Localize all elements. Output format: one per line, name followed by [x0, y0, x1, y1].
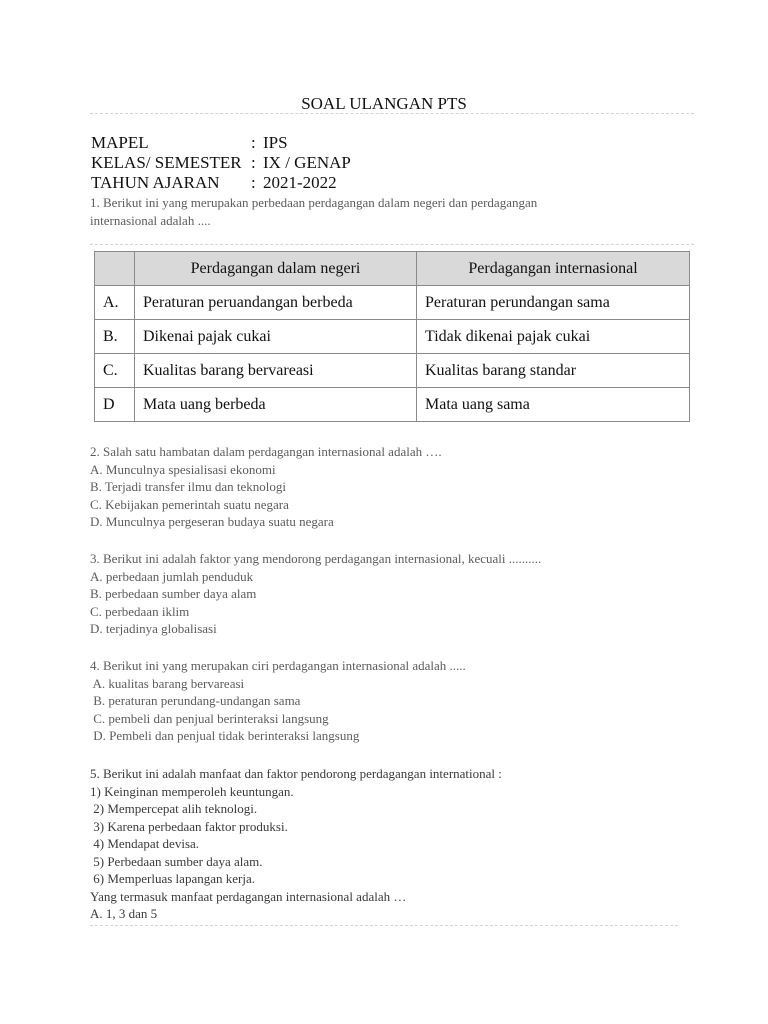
table-cell: A. — [95, 286, 135, 320]
table-cell: B. — [95, 320, 135, 354]
table-cell: Peraturan perundangan sama — [417, 286, 690, 320]
table-cell: C. — [95, 354, 135, 388]
table-row — [95, 286, 690, 320]
table-cell: Peraturan peruandangan berbeda — [135, 286, 417, 320]
question-1 — [90, 194, 537, 229]
list-item: 2) Mempercepat alih teknologi. — [90, 801, 258, 816]
table-cell: Mata uang berbeda — [135, 388, 417, 422]
answer-option: C. perbedaan iklim — [90, 603, 190, 619]
question-text: 1. Berikut ini yang merupakan perbedaan perdagangan dalam negeri dan perdagangan — [90, 195, 538, 210]
table-row — [95, 388, 690, 422]
question-2 — [90, 443, 442, 531]
table-cell: Kualitas barang bervareasi — [135, 354, 417, 388]
question-text: internasional adalah .... — [90, 212, 211, 228]
meta-separator: : — [251, 133, 256, 152]
answer-option: B. peraturan perundang-undangan sama — [90, 693, 301, 708]
list-item: 4) Mendapat devisa. — [90, 836, 200, 851]
table-cell: D — [95, 388, 135, 422]
meta-key: MAPEL — [91, 133, 149, 152]
meta-value: IX / GENAP — [263, 153, 351, 172]
question-text: 5. Berikut ini adalah manfaat dan faktor pendorong perdagangan international : — [90, 766, 502, 781]
answer-option: A. 1, 3 dan 5 — [90, 906, 158, 921]
answer-option: D. Pembeli dan penjual tidak berinteraksi langsung — [90, 728, 360, 743]
question-text: 4. Berikut ini yang merupakan ciri perdagangan internasional adalah ..... — [90, 658, 466, 673]
meta-row-class — [91, 153, 351, 173]
document-title: SOAL ULANGAN PTS — [301, 94, 467, 113]
question-text: Yang termasuk manfaat perdagangan internasional adalah … — [90, 888, 407, 904]
table-header-cell — [95, 252, 135, 286]
table-header-cell: Perdagangan internasional — [417, 252, 690, 286]
list-item: 1) Keinginan memperoleh keuntungan. — [90, 783, 294, 799]
question-3 — [90, 550, 541, 638]
document-header-info — [91, 133, 351, 193]
meta-key: TAHUN AJARAN — [91, 173, 220, 192]
meta-separator: : — [251, 153, 256, 172]
divider — [90, 113, 694, 114]
table-cell: Dikenai pajak cukai — [135, 320, 417, 354]
list-item: 5) Perbedaan sumber daya alam. — [90, 853, 263, 869]
answer-option: C. pembeli dan penjual berinteraksi langsung — [90, 710, 329, 726]
meta-value: 2021-2022 — [263, 173, 337, 192]
meta-key: KELAS/ SEMESTER — [91, 153, 242, 172]
answer-option: B. perbedaan sumber daya alam — [90, 586, 257, 601]
meta-value: IPS — [263, 133, 288, 152]
answer-option: C. Kebijakan pemerintah suatu negara — [90, 496, 289, 512]
table-cell: Tidak dikenai pajak cukai — [417, 320, 690, 354]
answer-option: B. Terjadi transfer ilmu dan teknologi — [90, 479, 286, 494]
comparison-table — [94, 251, 690, 422]
divider — [90, 244, 694, 245]
list-item: 3) Karena perbedaan faktor produksi. — [90, 818, 288, 834]
question-5 — [90, 765, 502, 923]
list-item: 6) Memperluas lapangan kerja. — [90, 871, 255, 886]
question-text: 3. Berikut ini adalah faktor yang mendorong perdagangan internasional, kecuali .......... — [90, 551, 542, 566]
meta-row-subject — [91, 133, 351, 153]
table-header-row — [95, 252, 690, 286]
answer-option: A. kualitas barang bervareasi — [90, 675, 245, 691]
answer-option: A. Munculnya spesialisasi ekonomi — [90, 461, 276, 477]
meta-row-year — [91, 173, 351, 193]
table-row — [95, 320, 690, 354]
table-cell: Mata uang sama — [417, 388, 690, 422]
answer-option: D. terjadinya globalisasi — [90, 621, 217, 636]
table-header-cell: Perdagangan dalam negeri — [135, 252, 417, 286]
divider — [90, 925, 678, 926]
table-cell: Kualitas barang standar — [417, 354, 690, 388]
meta-separator: : — [251, 173, 256, 192]
table-row — [95, 354, 690, 388]
answer-option: A. perbedaan jumlah penduduk — [90, 568, 254, 584]
question-4 — [90, 657, 466, 745]
question-text: 2. Salah satu hambatan dalam perdagangan internasional adalah …. — [90, 444, 442, 459]
answer-option: D. Munculnya pergeseran budaya suatu negara — [90, 514, 334, 529]
